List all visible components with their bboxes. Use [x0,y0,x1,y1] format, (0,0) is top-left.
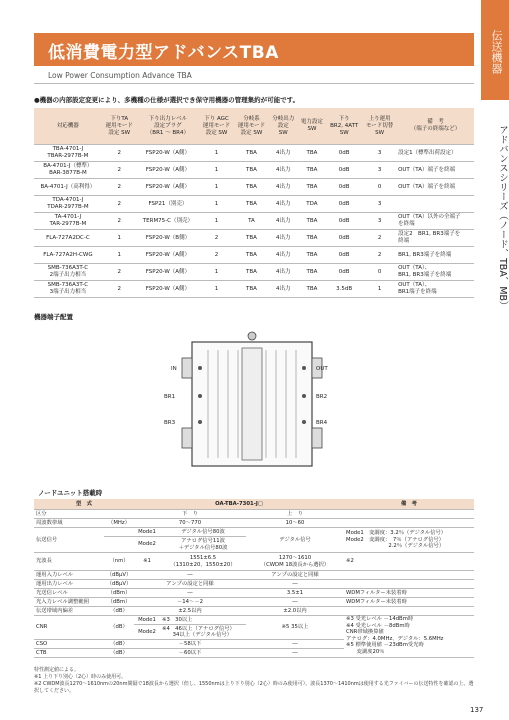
table-cell: TBA [298,264,327,281]
table-cell: 設定1（標準出荷設定） [397,145,474,162]
table-cell: BR1, BR3端子を終端 [397,247,474,264]
table-row [34,196,474,213]
table-cell: OUT（TA）、 BR1端子を終端 [397,281,474,298]
table-row [34,264,474,281]
table-cell: 1 [199,179,234,196]
table-row [34,247,474,264]
table-cell: 0 [362,264,397,281]
table-cell: 1 [102,230,137,247]
port-out-label: OUT [316,366,328,372]
table-cell: 0dB [326,196,362,213]
table-cell: 1 [199,264,234,281]
table-cell: 3 [362,213,397,230]
table-cell: FSP20-W（A側） [137,264,199,281]
table-cell: FSP20-W（B側） [137,230,199,247]
table-cell: TBA [298,179,327,196]
column-header: 対応機器 [34,108,102,145]
table-cell: FSP21（別売） [137,196,199,213]
table-row [34,281,474,298]
table-cell: TDA-4701-J TDAR-2977B-M [34,196,102,213]
spec-row: 運用入力レベル （dBμV） ― アンプの設定と同様 [34,571,474,580]
table-cell: TBA [234,247,269,264]
node-unit-spec-table [34,499,474,658]
table-cell: 2 [102,179,137,196]
table-cell: 3 [362,162,397,179]
table-row [34,179,474,196]
table-cell: FSP20-W（A側） [137,162,199,179]
table-row [34,213,474,230]
table-cell: FLA-727A2H-CWG [34,247,102,264]
table-cell: 2 [102,145,137,162]
table-cell: 1 [362,281,397,298]
node-unit-heading: ノードユニット搭載時 [38,489,103,497]
table-cell: 4出力 [269,145,298,162]
table-cell: TBA [234,281,269,298]
table-cell: 0dB [326,247,362,264]
footnote: 特性測定値による。 [34,667,80,673]
table-cell: 設定2 BR1, BR3端子を 終端 [397,230,474,247]
table-cell: TA-4701-J TAR-2977B-M [34,213,102,230]
table-cell: 3 [362,196,397,213]
table-cell: 4出力 [269,264,298,281]
table-cell: FSP20-W（A側） [137,145,199,162]
table-cell: BA-4701-J（高利得） [34,179,102,196]
spec-row: 区分 下 り 上 り [34,510,474,519]
table-cell: TBA-4701-J TBAR-2977B-M [34,145,102,162]
table-cell: 4出力 [269,230,298,247]
table-cell: 2 [102,196,137,213]
table-cell: TBA [234,145,269,162]
port-br2-label: BR2 [316,394,328,400]
table-cell: 4出力 [269,213,298,230]
table-cell: 2 [362,230,397,247]
table-cell: 2 [102,162,137,179]
table-cell: 1 [199,162,234,179]
table-cell: TDA [298,196,327,213]
page-title: 低消費電力型アドバンスTBA [48,43,279,63]
table-row [34,145,474,162]
table-cell: TBA [234,230,269,247]
table-cell: TBA [298,145,327,162]
intro-text: ●機器の内部設定変更により、多機種の仕様が選択でき保守用機器の管理集約が可能です。 [34,96,300,104]
category-tab-label: 伝送機器 [490,30,503,74]
spec-row: 伝送信号 Mode1 デジタル信号80波 デジタル信号 Mode1 変調度：3.2％（デジタル信号） Mode2 変調度： 7％（アナログ信号） 2.2％（デジタル信号） [34,528,474,537]
table-cell: 2 [102,213,137,230]
table-cell: SMB-736A3T-C 2端子出力相当 [34,264,102,281]
table-cell: 4出力 [269,179,298,196]
device-diagram [178,328,326,476]
spec-row: CTB （dB） －60以下 ― [34,649,474,658]
table-cell: FSP20-W（A側） [137,247,199,264]
table-cell: 2 [102,264,137,281]
table-cell: OUT（TA）以外の全端子 を終端 [397,213,474,230]
table-header-row [34,108,474,145]
table-cell: OUT（TA）端子を終端 [397,179,474,196]
column-header: 上り運用 モード切替 SW [362,108,397,145]
table-row [34,230,474,247]
series-label: アドバンスシリーズ（ノード、TBA、MB） [497,125,508,311]
port-br3-label: BR3 [164,420,176,426]
table-cell: 0dB [326,162,362,179]
table-cell: 1 [199,281,234,298]
spec-row: CNR （dB） Mode1 ※3 30以上 ※5 35以上 ※3 受光レベル －14dBm時 ※4 受光レベル －8dBm時 CNR帯域換算値 アナログ：4.0MHz、デジタル：5.6MHz ※5 標準使用値 －23dBm受光時 変調度20％ [34,616,474,625]
column-header: 分岐出力 設定 SW [269,108,298,145]
table-cell: 3 [362,145,397,162]
table-cell: 1 [199,196,234,213]
port-br4-label: BR4 [316,420,328,426]
table-cell: BA-4701-J（標準） BAR-3877B-M [34,162,102,179]
table-cell: TBA [298,230,327,247]
footnotes [34,667,474,695]
table-row [34,162,474,179]
spec-row: 光送信レベル （dBm） ― 3.5±1 WDMフィルター未装着時 [34,589,474,598]
column-header: 電力設定 SW [298,108,327,145]
spec-row: 運用出力レベル （dBμV） アンプの設定と同様 ― [34,580,474,589]
table-cell: 4出力 [269,247,298,264]
spec-row: Mode2 ※4 46以上（アナログ信号） 34以上（デジタル信号） [34,625,474,640]
table-cell: TA [234,213,269,230]
table-cell [397,196,474,213]
model-settings-table [34,108,474,298]
port-in-label: IN [171,366,177,372]
table-cell: FSP20-W（A側） [137,281,199,298]
table-cell: 1 [199,213,234,230]
table-cell: 1 [102,247,137,264]
footnote: ※1 上り下り別心（2心）時のみ使用可。 [34,674,127,680]
table-cell: OUT（TA）端子を終端 [397,162,474,179]
table-cell: TBA [298,213,327,230]
table-cell: TBA [234,179,269,196]
port-layout-heading: 機器端子配置 [34,313,73,321]
spec-row: 伝送帯域内偏差 （dB） ±2.5以内 ±2.0以内 [34,607,474,616]
table-cell: TBA [234,162,269,179]
table-cell: 0 [362,179,397,196]
table-cell: 0dB [326,230,362,247]
spec-row: 光入力レベル調整範囲 （dBm） －14～－2 ― WDMフィルター未装着時 [34,598,474,607]
spec-row: Mode2 アナログ信号11波 ＋デジタル信号80波 [34,537,474,553]
table-cell: TBA [298,281,327,298]
table-cell: FLA-727A2DC-C [34,230,102,247]
column-header: 備 考 （端子の終端など） [397,108,474,145]
footnote: ※2 CWDM波長1270～1610nmの20nm間隔で18波長から選択（但し、1550nmは上り下り別心（2心）時のみ使用可）。波長1370～1410nmは使用する光ファイバーの伝送特性を確認の上、選択してください。 [34,681,474,694]
port-br1-label: BR1 [164,394,176,400]
spec-model: OA-TBA-7301-J□ [134,499,344,510]
table-cell: 1 [199,145,234,162]
table-cell: 0dB [326,213,362,230]
spec-header-row: 型 式 OA-TBA-7301-J□ 備 考 [34,499,474,510]
table-cell: FSP20-W（A側） [137,179,199,196]
table-cell: 2 [199,230,234,247]
table-cell: OUT（TA）、 BR1, BR3端子を終端 [397,264,474,281]
table-cell: 3.5dB [326,281,362,298]
table-cell: 4出力 [269,281,298,298]
table-cell: 4出力 [269,162,298,179]
table-cell: 0dB [326,145,362,162]
column-header: 下り出力レベル 設定プラグ （BR1 ～ BR4） [137,108,199,145]
category-tab [481,0,509,100]
table-cell: TERM75-C（別売） [137,213,199,230]
table-cell: 4出力 [269,196,298,213]
table-cell: 0dB [326,264,362,281]
table-cell: 2 [199,247,234,264]
table-cell: 2 [102,281,137,298]
table-cell: 0dB [326,179,362,196]
column-header: 下り AGC 運用モード 設定 SW [199,108,234,145]
divider [34,83,474,84]
spec-row: 光波長 （nm） ※1 1551±6.5 （1310±20、1550±20） 1270～1610 （CWDM 18波長から選択） ※2 [34,553,474,571]
spec-row: 周波数帯域 （MHz） 70～770 10～60 [34,519,474,528]
table-cell: TBA [234,196,269,213]
table-cell: TBA [298,162,327,179]
column-header: 下り BR2, 4ATT SW [326,108,362,145]
page-number: 137 [470,706,484,714]
spec-row: CSO （dB） －58以下 ― [34,640,474,649]
wl-footnote-marker: ※2 [344,553,474,571]
table-cell: 2 [362,247,397,264]
column-header: 下りTA 運用モード 設定 SW [102,108,137,145]
page-subtitle: Low Power Consumption Advance TBA [48,71,192,80]
column-header: 分岐系 運用モード 設定 SW [234,108,269,145]
table-cell: TBA [298,247,327,264]
table-cell: TBA [234,264,269,281]
table-cell: SMB-736A3T-C 3端子出力相当 [34,281,102,298]
